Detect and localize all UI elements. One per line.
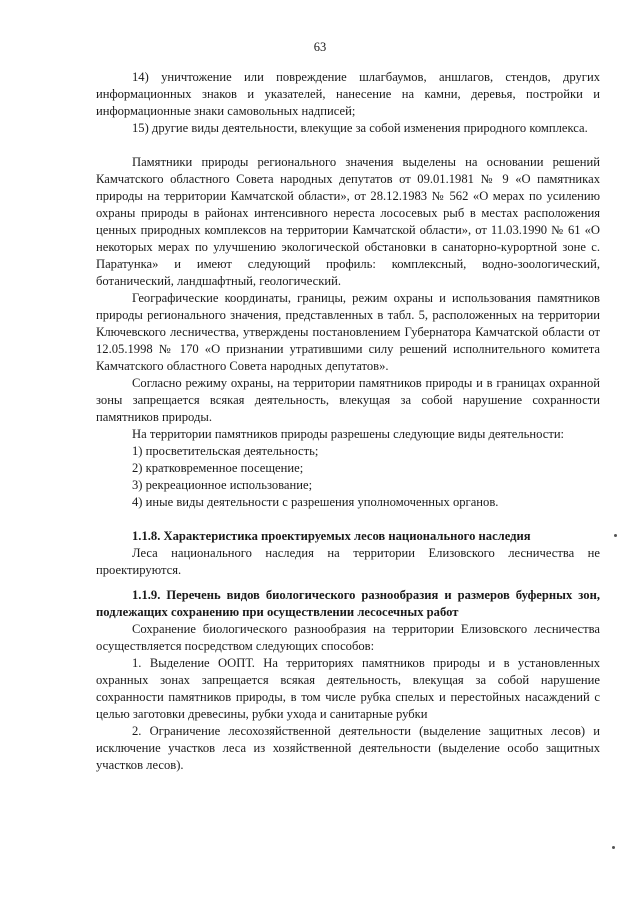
section-119-item-1: 1. Выделение ООПТ. На территориях памятников природы и в установленных охранных зонах запрещается всякая деятельность, влекущая за собой нарушение сохранности памятников природы, в том числе рубка спелых и перестойных насаждений с целью заготовки древесины, рубки ухода и санитарные рубки [96, 656, 600, 721]
paragraph-monuments: Памятники природы регионального значения выделены на основании решений Камчатского областного Совета народных депутатов от 09.01.1981 № 9 «О памятниках природы на территории Камчатской области», от 28.12.1983 № 562 «О мерах по усилению охраны природы в районах интенсивного нереста лососевых рыб в местах расположения ценных природных комплексов на территории Камчатской области», от 11.03.1990 № 61 «О некоторых мерах по улучшению экологической обстановки в санаторно-курортной зоне с. Паратунка» и имеют следующий профиль: комплексный, водно-зоологический, ботанический, ландшафтный, геологический. [96, 155, 600, 288]
allowed-item-2: 2) кратковременное посещение; [132, 461, 304, 475]
paragraph-coordinates: Географические координаты, границы, режим охраны и использования памятников природы регионального значения, представленных в табл. 5, расположенных на территории Ключевского лесничества, утверждены постановлением Губернатора Камчатской области от 12.05.1998 № 170 «О признании утратившими силу решений исполнительного комитета Камчатского областного Совета народных депутатов». [96, 291, 600, 373]
section-119-heading: 1.1.9. Перечень видов биологического разнообразия и размеров буферных зон, подлежащих сохранению при осуществлении лесосечных работ [96, 588, 600, 619]
allowed-item-1: 1) просветительская деятельность; [132, 444, 319, 458]
section-119-item-2: 2. Ограничение лесохозяйственной деятельности (выделение защитных лесов) и исключение участков леса из хозяйственной деятельности (выделение особо защитных участков лесов). [96, 724, 600, 772]
allowed-item-4: 4) иные виды деятельности с разрешения уполномоченных органов. [132, 495, 499, 509]
page-number: 63 [313, 40, 327, 54]
paragraph-protection-regime: Согласно режиму охраны, на территории памятников природы и в границах охранной зоны запрещается всякая деятельность, влекущая за собой нарушение сохранности памятников природы. [96, 376, 600, 424]
scan-speck [612, 846, 615, 849]
section-118-heading: 1.1.8. Характеристика проектируемых лесов национального наследия [132, 529, 531, 543]
list-item-15: 15) другие виды деятельности, влекущие за собой изменения природного комплекса. [132, 121, 588, 135]
page-content [96, 69, 600, 774]
section-118-text: Леса национального наследия на территории Елизовского лесничества не проектируются. [96, 546, 600, 577]
list-item-14: 14) уничтожение или повреждение шлагбаумов, аншлагов, стендов, других информационных знаков и указателей, нанесение на камни, деревья, постройки и информационные знаки самовольных надписей; [96, 70, 600, 118]
paragraph-allowed-activities: На территории памятников природы разрешены следующие виды деятельности: [132, 427, 565, 441]
section-119-intro: Сохранение биологического разнообразия на территории Елизовского лесничества осуществляется посредством следующих способов: [96, 622, 600, 653]
scan-speck [614, 534, 617, 537]
allowed-item-3: 3) рекреационное использование; [132, 478, 313, 492]
